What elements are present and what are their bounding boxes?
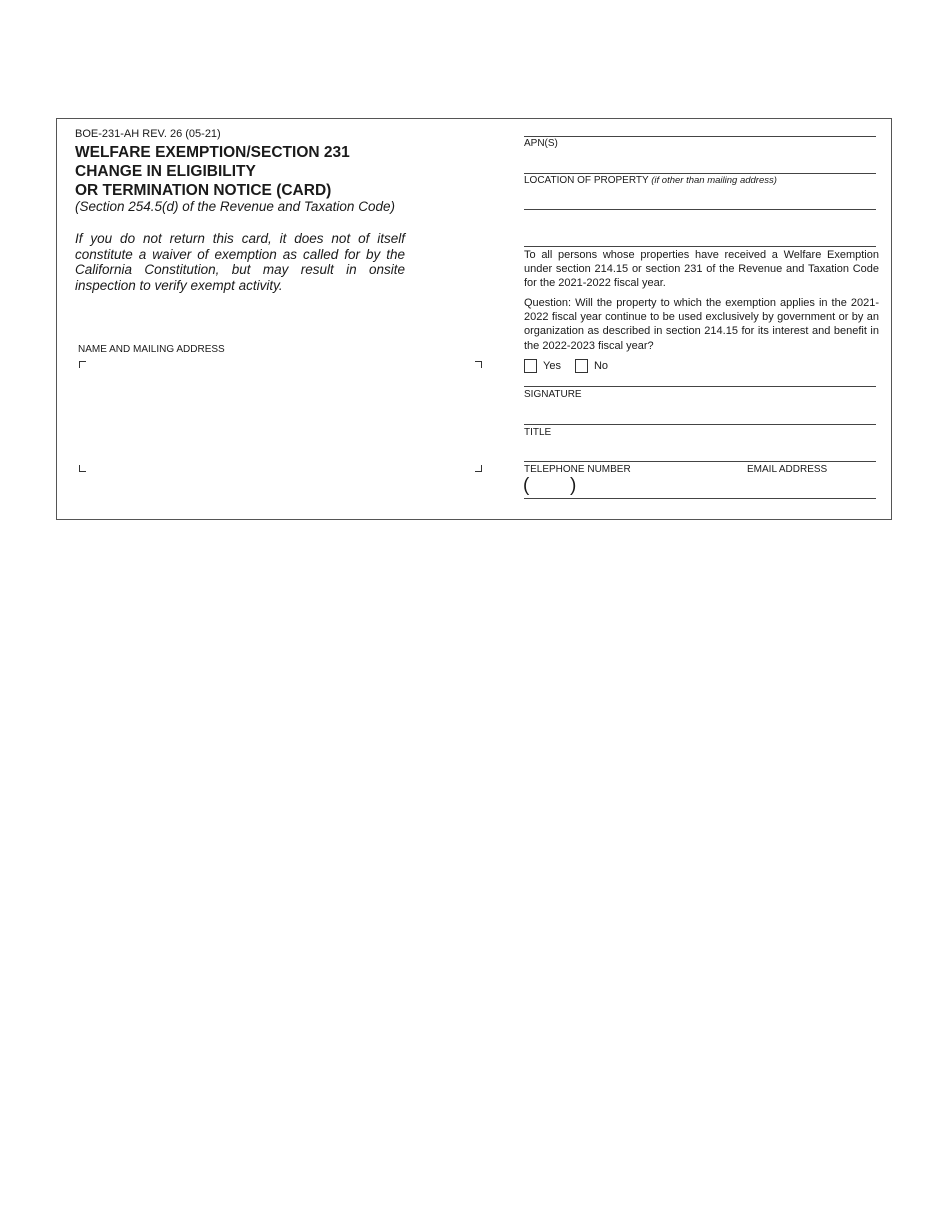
form-subtitle: (Section 254.5(d) of the Revenue and Taxation Code) [75,199,395,214]
notice-card [56,118,892,520]
title-line-2: CHANGE IN ELIGIBILITY [75,163,256,180]
telephone-label: TELEPHONE NUMBER [524,464,631,475]
corner-mark-top-left [79,361,86,368]
location-field-line[interactable] [524,173,876,174]
apn-field-line[interactable] [524,136,876,137]
corner-mark-bottom-left [79,465,86,472]
contact-divider [524,461,876,462]
email-label: EMAIL ADDRESS [747,464,828,475]
title-field-line[interactable] [524,424,876,425]
area-code-open-paren: ( [523,475,530,496]
title-label: TITLE [524,427,552,438]
email-field[interactable] [747,477,877,497]
address-label: NAME AND MAILING ADDRESS [78,344,225,355]
signature-label: SIGNATURE [524,389,582,400]
signature-field-line[interactable] [524,386,876,387]
answer-options [524,359,622,373]
location-note: (if other than mailing address) [651,175,777,186]
question-text: Question: Will the property to which the exemption applies in the 2021-2022 fiscal year continue to be used exclusively by government or by an organization as described in section 214.15 for its interest and benefit in the 2022-2023 fiscal year? [524,297,879,352]
intro-text: To all persons whose properties have received a Welfare Exemption under section 214.15 or section 231 of the Revenue and Taxation Code for the 2021-2022 fiscal year. [524,249,879,290]
contact-field-line [524,498,876,499]
option-no[interactable] [575,359,608,373]
no-label: No [593,360,609,372]
option-yes[interactable] [524,359,561,373]
apn-label: APN(S) [524,138,558,149]
location-field-line-2[interactable] [524,209,876,210]
notice-text: If you do not return this card, it does not of itself constitute a waiver of exemption as called for by the California Constitution, but may result in onsite inspection to verify exempt activity. [75,231,405,293]
area-code-close-paren: ) [570,475,577,496]
corner-mark-top-right [475,361,482,368]
title-line-1: WELFARE EXEMPTION/SECTION 231 [75,144,350,161]
yes-label: Yes [543,360,561,372]
form-title [75,143,350,200]
location-label [524,175,777,186]
location-label-text: LOCATION OF PROPERTY [524,175,649,186]
no-checkbox[interactable] [575,359,588,373]
yes-checkbox[interactable] [524,359,537,373]
form-id: BOE-231-AH REV. 26 (05-21) [75,128,221,140]
section-divider [524,246,876,247]
title-line-3: OR TERMINATION NOTICE (CARD) [75,182,332,199]
corner-mark-bottom-right [475,465,482,472]
